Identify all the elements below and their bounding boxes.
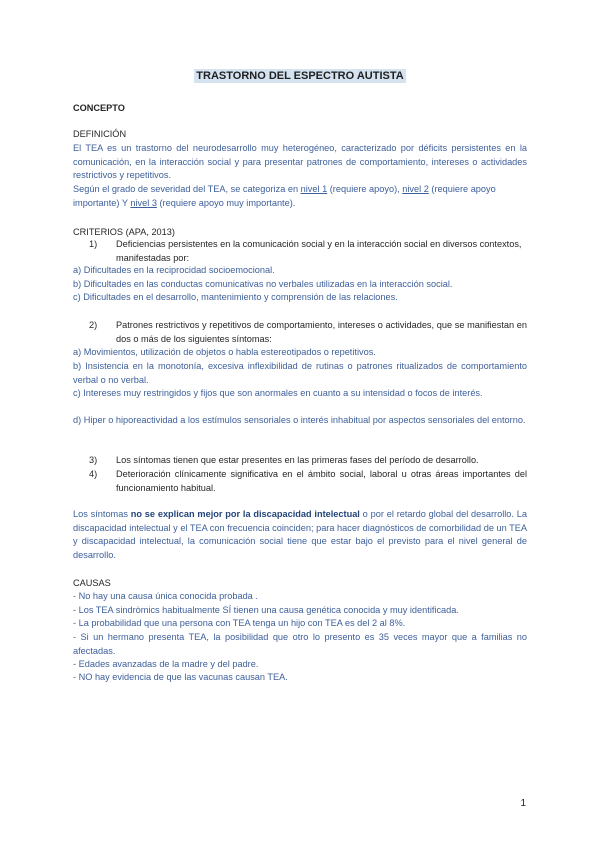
nivel-2-link: nivel 2	[402, 184, 429, 194]
definicion-heading: DEFINICIÓN	[73, 129, 127, 139]
discapacidad-paragraph: Los síntomas no se explican mejor por la discapacidad intelectual o por el retardo global del desarrollo. La discapacidad intelectual y el TEA con frecuencia coinciden; para hacer diagnósticos de comorbilidad de un TEA y discapacidad intelectual, la comunicación social tiene que estar bajo el previsto para el nivel general de desarrollo.	[73, 509, 527, 560]
criterios-heading: CRITERIOS (APA, 2013)	[73, 227, 175, 237]
criterio-2-sub-a: a) Movimientos, utilización de objetos o habla estereotipados o repetitivos.	[73, 347, 376, 357]
criterio-item-4: 4) Deterioración clínicamente significativa en el ámbito social, laboral u otras áreas importantes del funcionamiento habitual.	[89, 469, 527, 493]
nivel-1-link: nivel 1	[300, 184, 328, 194]
causa-item-3: - La probabilidad que una persona con TEA tenga un hijo con TEA es del 2 al 8%.	[73, 618, 406, 628]
criterio-2-sub-b: b) Insistencia en la monotonía, excesiva inflexibilidad de rutinas o patrones ritualizados de comportamiento verbal o no verbal.	[73, 361, 527, 385]
causa-item-4: - Si un hermano presenta TEA, la posibilidad que otro lo presento es 35 veces mayor que a familias no afectadas.	[73, 632, 527, 656]
document-title: TRASTORNO DEL ESPECTRO AUTISTA	[196, 70, 404, 82]
causa-item-6: - NO hay evidencia de que las vacunas causan TEA.	[73, 672, 288, 682]
criterio-1-sub-c: c) Dificultades en el desarrollo, mantenimiento y comprensión de las relaciones.	[73, 292, 398, 302]
criterio-item-1: 1) Deficiencias persistentes en la comunicación social y en la interacción social en diversos contextos, manifestadas por:	[89, 239, 522, 263]
criterio-1-sub-a: a) Dificultades en la reciprocidad socioemocional.	[73, 265, 275, 275]
concepto-heading: CONCEPTO	[73, 103, 125, 113]
criterio-2-sub-c: c) Intereses muy restringidos y fijos que son anormales en cuanto a su intensidad o focos de interés.	[73, 388, 483, 398]
severity-levels-paragraph: Según el grado de severidad del TEA, se categoriza en nivel 1 (requiere apoyo), nivel 2 (requiere apoyo importante) Y nivel 3 (requiere apoyo muy importante).	[73, 184, 496, 208]
nivel-3-link: nivel 3	[130, 197, 157, 208]
criterio-item-3: 3) Los síntomas tienen que estar presentes en las primeras fases del período de desarrollo.	[89, 455, 479, 465]
criterio-item-2: 2) Patrones restrictivos y repetitivos de comportamiento, intereses o actividades, que se manifiestan en dos o más de los siguientes síntomas:	[89, 320, 527, 344]
causa-item-1: - No hay una causa única conocida probada .	[73, 591, 258, 601]
criterio-1-sub-b: b) Dificultades en las conductas comunicativas no verbales utilizadas en la interacción social.	[73, 279, 453, 289]
definicion-paragraph: El TEA es un trastorno del neurodesarrollo muy heterogéneo, caracterizado por déficits persistentes en la comunicación, en la interacción social y para presentar patrones de comportamiento, intereses o actividades restrictivos y repetitivos.	[73, 143, 527, 181]
causa-item-2: - Los TEA sindròmics habitualmente SÍ tienen una causa genética conocida y muy identificada.	[73, 605, 459, 615]
causas-heading: CAUSAS	[73, 578, 111, 588]
page-number: 1	[520, 798, 526, 809]
criterio-2-sub-d: d) Hiper o hiporeactividad a los estímulos sensoriales o interés inhabitual por aspectos sensoriales del entorno.	[73, 415, 526, 425]
causa-item-5: - Edades avanzadas de la madre y del padre.	[73, 659, 259, 669]
